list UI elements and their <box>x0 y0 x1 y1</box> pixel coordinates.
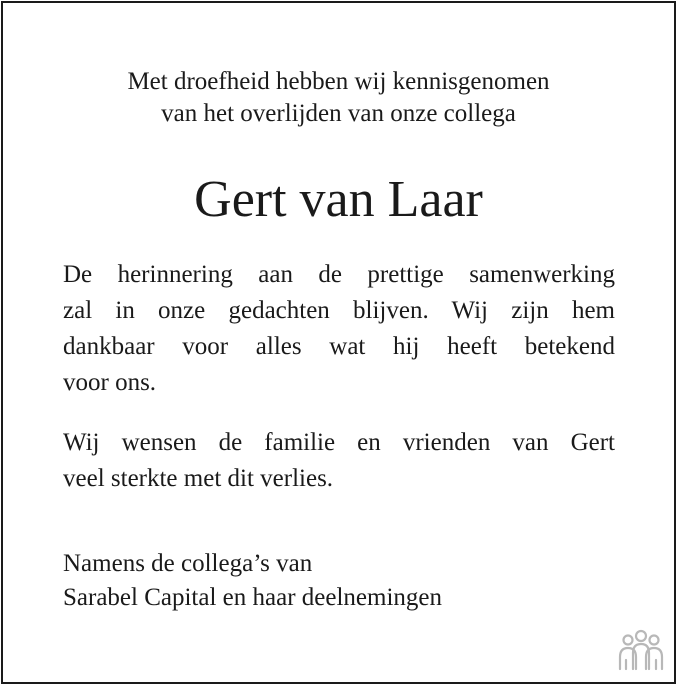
signature-block <box>63 547 615 615</box>
signature-line: Sarabel Capital en haar deelnemingen <box>63 584 443 611</box>
paragraph-line: dankbaar voor alles wat hij heeft betekend <box>63 333 615 360</box>
paragraph-line: veel sterkte met dit verlies. <box>63 465 334 492</box>
paragraph-line: zal in onze gedachten blijven. Wij zijn hem <box>63 297 615 324</box>
people-group-icon <box>615 629 667 673</box>
intro-text <box>0 66 677 130</box>
intro-line: van het overlijden van onze collega <box>161 100 516 127</box>
condolence-paragraph <box>63 425 615 497</box>
people-group-icon-graphic <box>615 629 667 673</box>
remembrance-paragraph <box>63 257 615 401</box>
paragraph-line: Wij wensen de familie en vrienden van Gert <box>63 429 615 456</box>
intro-line: Met droefheid hebben wij kennisgenomen <box>127 68 550 95</box>
signature-line: Namens de collega’s van <box>63 550 313 577</box>
paragraph-line: De herinnering aan de prettige samenwerking <box>63 261 615 288</box>
paragraph-line: voor ons. <box>63 369 157 396</box>
deceased-name: Gert van Laar <box>194 171 483 228</box>
